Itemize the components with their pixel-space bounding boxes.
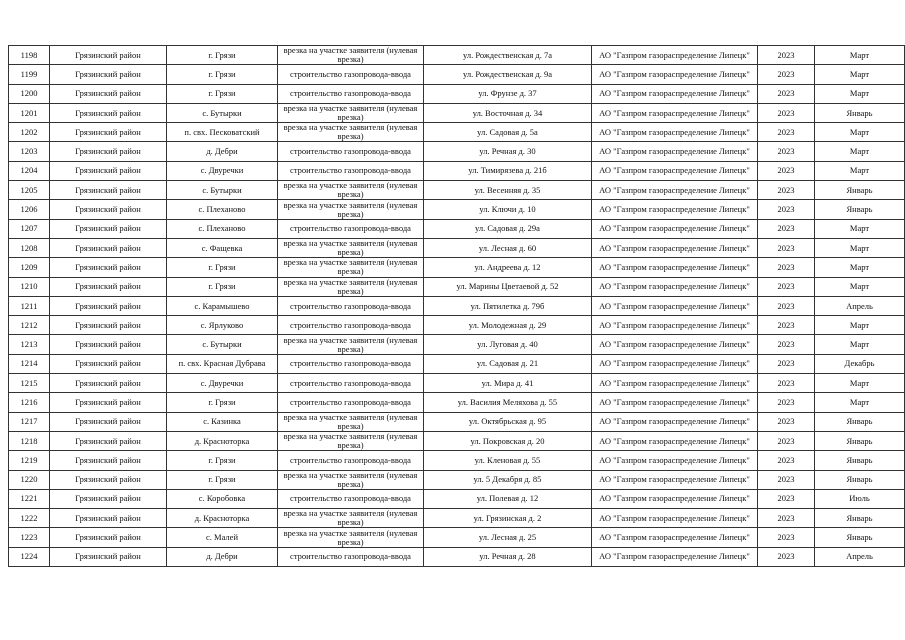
month-cell: Март xyxy=(815,277,905,296)
table-row xyxy=(9,316,905,335)
work-type-cell: врезка на участке заявителя (нулевая врезка) xyxy=(278,200,424,219)
work-type-cell: строительство газопровода-ввода xyxy=(278,354,424,373)
month-cell: Март xyxy=(815,258,905,277)
locality-cell: г. Грязи xyxy=(167,470,278,489)
address-cell: ул. Ключи д. 10 xyxy=(424,200,592,219)
locality-cell: с. Бутырки xyxy=(167,103,278,122)
work-type-cell: строительство газопровода-ввода xyxy=(278,142,424,161)
locality-cell: д. Дебри xyxy=(167,142,278,161)
district-cell: Грязинский район xyxy=(50,547,167,566)
district-cell: Грязинский район xyxy=(50,65,167,84)
table-row xyxy=(9,277,905,296)
address-cell: ул. 5 Декабря д. 85 xyxy=(424,470,592,489)
district-cell: Грязинский район xyxy=(50,277,167,296)
month-cell: Январь xyxy=(815,470,905,489)
address-cell: ул. Садовая д. 29а xyxy=(424,219,592,238)
address-cell: ул. Грязинская д. 2 xyxy=(424,509,592,528)
year-cell: 2023 xyxy=(758,181,815,200)
table-row xyxy=(9,412,905,431)
year-cell: 2023 xyxy=(758,528,815,547)
district-cell: Грязинский район xyxy=(50,238,167,257)
table-row xyxy=(9,123,905,142)
district-cell: Грязинский район xyxy=(50,470,167,489)
organization-cell: АО "Газпром газораспределение Липецк" xyxy=(592,451,758,470)
row-number-cell: 1221 xyxy=(9,489,50,508)
table-row xyxy=(9,46,905,65)
work-type-cell: врезка на участке заявителя (нулевая врезка) xyxy=(278,528,424,547)
table-row xyxy=(9,238,905,257)
month-cell: Апрель xyxy=(815,296,905,315)
row-number-cell: 1200 xyxy=(9,84,50,103)
organization-cell: АО "Газпром газораспределение Липецк" xyxy=(592,161,758,180)
address-cell: ул. Кленовая д. 55 xyxy=(424,451,592,470)
row-number-cell: 1217 xyxy=(9,412,50,431)
organization-cell: АО "Газпром газораспределение Липецк" xyxy=(592,393,758,412)
table-body xyxy=(9,46,905,567)
row-number-cell: 1223 xyxy=(9,528,50,547)
organization-cell: АО "Газпром газораспределение Липецк" xyxy=(592,65,758,84)
row-number-cell: 1222 xyxy=(9,509,50,528)
locality-cell: д. Дебри xyxy=(167,547,278,566)
work-type-cell: строительство газопровода-ввода xyxy=(278,547,424,566)
year-cell: 2023 xyxy=(758,316,815,335)
month-cell: Июль xyxy=(815,489,905,508)
district-cell: Грязинский район xyxy=(50,296,167,315)
organization-cell: АО "Газпром газораспределение Липецк" xyxy=(592,509,758,528)
table-row xyxy=(9,335,905,354)
year-cell: 2023 xyxy=(758,412,815,431)
organization-cell: АО "Газпром газораспределение Липецк" xyxy=(592,219,758,238)
table-row xyxy=(9,200,905,219)
table-row xyxy=(9,84,905,103)
work-type-cell: врезка на участке заявителя (нулевая врезка) xyxy=(278,46,424,65)
row-number-cell: 1198 xyxy=(9,46,50,65)
address-cell: ул. Октябрьская д. 95 xyxy=(424,412,592,431)
work-type-cell: врезка на участке заявителя (нулевая врезка) xyxy=(278,238,424,257)
organization-cell: АО "Газпром газораспределение Липецк" xyxy=(592,296,758,315)
district-cell: Грязинский район xyxy=(50,374,167,393)
locality-cell: п. свх. Красная Дубрава xyxy=(167,354,278,373)
district-cell: Грязинский район xyxy=(50,142,167,161)
district-cell: Грязинский район xyxy=(50,431,167,450)
address-cell: ул. Луговая д. 40 xyxy=(424,335,592,354)
district-cell: Грязинский район xyxy=(50,46,167,65)
year-cell: 2023 xyxy=(758,431,815,450)
address-cell: ул. Восточная д. 34 xyxy=(424,103,592,122)
row-number-cell: 1208 xyxy=(9,238,50,257)
year-cell: 2023 xyxy=(758,161,815,180)
address-cell: ул. Василия Меляхова д. 55 xyxy=(424,393,592,412)
organization-cell: АО "Газпром газораспределение Липецк" xyxy=(592,238,758,257)
row-number-cell: 1215 xyxy=(9,374,50,393)
month-cell: Март xyxy=(815,238,905,257)
month-cell: Январь xyxy=(815,451,905,470)
organization-cell: АО "Газпром газораспределение Липецк" xyxy=(592,431,758,450)
work-type-cell: строительство газопровода-ввода xyxy=(278,219,424,238)
address-cell: ул. Полевая д. 12 xyxy=(424,489,592,508)
organization-cell: АО "Газпром газораспределение Липецк" xyxy=(592,277,758,296)
month-cell: Март xyxy=(815,393,905,412)
work-type-cell: строительство газопровода-ввода xyxy=(278,374,424,393)
locality-cell: с. Плеханово xyxy=(167,200,278,219)
district-cell: Грязинский район xyxy=(50,412,167,431)
table-row xyxy=(9,181,905,200)
work-type-cell: врезка на участке заявителя (нулевая врезка) xyxy=(278,277,424,296)
organization-cell: АО "Газпром газораспределение Липецк" xyxy=(592,547,758,566)
locality-cell: г. Грязи xyxy=(167,84,278,103)
locality-cell: с. Малей xyxy=(167,528,278,547)
work-type-cell: врезка на участке заявителя (нулевая врезка) xyxy=(278,431,424,450)
month-cell: Март xyxy=(815,84,905,103)
organization-cell: АО "Газпром газораспределение Липецк" xyxy=(592,470,758,489)
district-cell: Грязинский район xyxy=(50,451,167,470)
district-cell: Грязинский район xyxy=(50,509,167,528)
locality-cell: г. Грязи xyxy=(167,277,278,296)
work-type-cell: врезка на участке заявителя (нулевая врезка) xyxy=(278,335,424,354)
row-number-cell: 1212 xyxy=(9,316,50,335)
year-cell: 2023 xyxy=(758,374,815,393)
locality-cell: с. Двуречки xyxy=(167,374,278,393)
address-cell: ул. Тимирязева д. 21б xyxy=(424,161,592,180)
locality-cell: д. Красноторка xyxy=(167,509,278,528)
month-cell: Март xyxy=(815,335,905,354)
table-row xyxy=(9,393,905,412)
district-cell: Грязинский район xyxy=(50,161,167,180)
address-cell: ул. Мира д. 41 xyxy=(424,374,592,393)
table-row xyxy=(9,103,905,122)
month-cell: Март xyxy=(815,65,905,84)
year-cell: 2023 xyxy=(758,296,815,315)
locality-cell: с. Бутырки xyxy=(167,335,278,354)
month-cell: Март xyxy=(815,142,905,161)
year-cell: 2023 xyxy=(758,547,815,566)
address-cell: ул. Речная д. 30 xyxy=(424,142,592,161)
district-cell: Грязинский район xyxy=(50,258,167,277)
locality-cell: г. Грязи xyxy=(167,258,278,277)
table-row xyxy=(9,354,905,373)
year-cell: 2023 xyxy=(758,200,815,219)
table-row xyxy=(9,528,905,547)
work-type-cell: строительство газопровода-ввода xyxy=(278,489,424,508)
district-cell: Грязинский район xyxy=(50,181,167,200)
locality-cell: г. Грязи xyxy=(167,46,278,65)
row-number-cell: 1224 xyxy=(9,547,50,566)
district-cell: Грязинский район xyxy=(50,219,167,238)
year-cell: 2023 xyxy=(758,470,815,489)
work-type-cell: врезка на участке заявителя (нулевая врезка) xyxy=(278,258,424,277)
work-type-cell: врезка на участке заявителя (нулевая врезка) xyxy=(278,470,424,489)
gas-connection-table xyxy=(8,45,905,567)
organization-cell: АО "Газпром газораспределение Липецк" xyxy=(592,84,758,103)
locality-cell: г. Грязи xyxy=(167,65,278,84)
year-cell: 2023 xyxy=(758,123,815,142)
locality-cell: с. Коробовка xyxy=(167,489,278,508)
table-row xyxy=(9,431,905,450)
locality-cell: с. Фащевка xyxy=(167,238,278,257)
year-cell: 2023 xyxy=(758,509,815,528)
month-cell: Январь xyxy=(815,431,905,450)
organization-cell: АО "Газпром газораспределение Липецк" xyxy=(592,142,758,161)
organization-cell: АО "Газпром газораспределение Липецк" xyxy=(592,123,758,142)
address-cell: ул. Садовая д. 5а xyxy=(424,123,592,142)
year-cell: 2023 xyxy=(758,103,815,122)
year-cell: 2023 xyxy=(758,335,815,354)
locality-cell: с. Ярлуково xyxy=(167,316,278,335)
month-cell: Апрель xyxy=(815,547,905,566)
table-row xyxy=(9,65,905,84)
table-row xyxy=(9,470,905,489)
month-cell: Январь xyxy=(815,509,905,528)
district-cell: Грязинский район xyxy=(50,489,167,508)
address-cell: ул. Пятилетка д. 79б xyxy=(424,296,592,315)
row-number-cell: 1205 xyxy=(9,181,50,200)
address-cell: ул. Марины Цветаевой д. 52 xyxy=(424,277,592,296)
row-number-cell: 1202 xyxy=(9,123,50,142)
locality-cell: с. Плеханово xyxy=(167,219,278,238)
locality-cell: с. Бутырки xyxy=(167,181,278,200)
organization-cell: АО "Газпром газораспределение Липецк" xyxy=(592,412,758,431)
organization-cell: АО "Газпром газораспределение Липецк" xyxy=(592,528,758,547)
address-cell: ул. Лесная д. 25 xyxy=(424,528,592,547)
locality-cell: д. Красноторка xyxy=(167,431,278,450)
organization-cell: АО "Газпром газораспределение Липецк" xyxy=(592,354,758,373)
work-type-cell: строительство газопровода-ввода xyxy=(278,65,424,84)
address-cell: ул. Молодежная д. 29 xyxy=(424,316,592,335)
row-number-cell: 1204 xyxy=(9,161,50,180)
table-row xyxy=(9,374,905,393)
row-number-cell: 1209 xyxy=(9,258,50,277)
year-cell: 2023 xyxy=(758,258,815,277)
month-cell: Март xyxy=(815,374,905,393)
row-number-cell: 1219 xyxy=(9,451,50,470)
month-cell: Март xyxy=(815,123,905,142)
organization-cell: АО "Газпром газораспределение Липецк" xyxy=(592,200,758,219)
locality-cell: с. Казинка xyxy=(167,412,278,431)
work-type-cell: строительство газопровода-ввода xyxy=(278,296,424,315)
address-cell: ул. Рождественская д. 9а xyxy=(424,65,592,84)
row-number-cell: 1214 xyxy=(9,354,50,373)
row-number-cell: 1199 xyxy=(9,65,50,84)
table-row xyxy=(9,547,905,566)
district-cell: Грязинский район xyxy=(50,123,167,142)
district-cell: Грязинский район xyxy=(50,84,167,103)
organization-cell: АО "Газпром газораспределение Липецк" xyxy=(592,489,758,508)
year-cell: 2023 xyxy=(758,451,815,470)
organization-cell: АО "Газпром газораспределение Липецк" xyxy=(592,316,758,335)
work-type-cell: строительство газопровода-ввода xyxy=(278,161,424,180)
address-cell: ул. Речная д. 28 xyxy=(424,547,592,566)
row-number-cell: 1207 xyxy=(9,219,50,238)
organization-cell: АО "Газпром газораспределение Липецк" xyxy=(592,181,758,200)
year-cell: 2023 xyxy=(758,393,815,412)
month-cell: Январь xyxy=(815,412,905,431)
year-cell: 2023 xyxy=(758,354,815,373)
address-cell: ул. Весенняя д. 35 xyxy=(424,181,592,200)
work-type-cell: врезка на участке заявителя (нулевая врезка) xyxy=(278,509,424,528)
district-cell: Грязинский район xyxy=(50,316,167,335)
year-cell: 2023 xyxy=(758,489,815,508)
district-cell: Грязинский район xyxy=(50,528,167,547)
month-cell: Март xyxy=(815,46,905,65)
work-type-cell: врезка на участке заявителя (нулевая врезка) xyxy=(278,181,424,200)
month-cell: Январь xyxy=(815,181,905,200)
address-cell: ул. Фрунзе д. 37 xyxy=(424,84,592,103)
table-row xyxy=(9,451,905,470)
month-cell: Январь xyxy=(815,528,905,547)
year-cell: 2023 xyxy=(758,46,815,65)
locality-cell: г. Грязи xyxy=(167,393,278,412)
work-type-cell: врезка на участке заявителя (нулевая врезка) xyxy=(278,412,424,431)
district-cell: Грязинский район xyxy=(50,335,167,354)
organization-cell: АО "Газпром газораспределение Липецк" xyxy=(592,374,758,393)
table-row xyxy=(9,509,905,528)
year-cell: 2023 xyxy=(758,277,815,296)
locality-cell: г. Грязи xyxy=(167,451,278,470)
year-cell: 2023 xyxy=(758,65,815,84)
table-row xyxy=(9,142,905,161)
row-number-cell: 1210 xyxy=(9,277,50,296)
work-type-cell: строительство газопровода-ввода xyxy=(278,84,424,103)
year-cell: 2023 xyxy=(758,142,815,161)
organization-cell: АО "Газпром газораспределение Липецк" xyxy=(592,335,758,354)
table-row xyxy=(9,489,905,508)
work-type-cell: строительство газопровода-ввода xyxy=(278,393,424,412)
district-cell: Грязинский район xyxy=(50,103,167,122)
work-type-cell: врезка на участке заявителя (нулевая врезка) xyxy=(278,123,424,142)
address-cell: ул. Андреева д. 12 xyxy=(424,258,592,277)
work-type-cell: строительство газопровода-ввода xyxy=(278,316,424,335)
address-cell: ул. Лесная д. 60 xyxy=(424,238,592,257)
row-number-cell: 1203 xyxy=(9,142,50,161)
organization-cell: АО "Газпром газораспределение Липецк" xyxy=(592,103,758,122)
work-type-cell: строительство газопровода-ввода xyxy=(278,451,424,470)
address-cell: ул. Покровская д. 20 xyxy=(424,431,592,450)
table-row xyxy=(9,219,905,238)
table-row xyxy=(9,296,905,315)
district-cell: Грязинский район xyxy=(50,354,167,373)
table-row xyxy=(9,161,905,180)
address-cell: ул. Рождественская д. 7а xyxy=(424,46,592,65)
locality-cell: с. Двуречки xyxy=(167,161,278,180)
table-row xyxy=(9,258,905,277)
organization-cell: АО "Газпром газораспределение Липецк" xyxy=(592,258,758,277)
row-number-cell: 1213 xyxy=(9,335,50,354)
work-type-cell: врезка на участке заявителя (нулевая врезка) xyxy=(278,103,424,122)
district-cell: Грязинский район xyxy=(50,200,167,219)
locality-cell: п. свх. Песковатский xyxy=(167,123,278,142)
organization-cell: АО "Газпром газораспределение Липецк" xyxy=(592,46,758,65)
month-cell: Март xyxy=(815,219,905,238)
row-number-cell: 1211 xyxy=(9,296,50,315)
locality-cell: с. Карамышево xyxy=(167,296,278,315)
month-cell: Март xyxy=(815,161,905,180)
month-cell: Декабрь xyxy=(815,354,905,373)
year-cell: 2023 xyxy=(758,238,815,257)
year-cell: 2023 xyxy=(758,84,815,103)
row-number-cell: 1220 xyxy=(9,470,50,489)
month-cell: Январь xyxy=(815,103,905,122)
district-cell: Грязинский район xyxy=(50,393,167,412)
row-number-cell: 1218 xyxy=(9,431,50,450)
row-number-cell: 1206 xyxy=(9,200,50,219)
row-number-cell: 1201 xyxy=(9,103,50,122)
month-cell: Январь xyxy=(815,200,905,219)
row-number-cell: 1216 xyxy=(9,393,50,412)
address-cell: ул. Садовая д. 21 xyxy=(424,354,592,373)
year-cell: 2023 xyxy=(758,219,815,238)
month-cell: Март xyxy=(815,316,905,335)
